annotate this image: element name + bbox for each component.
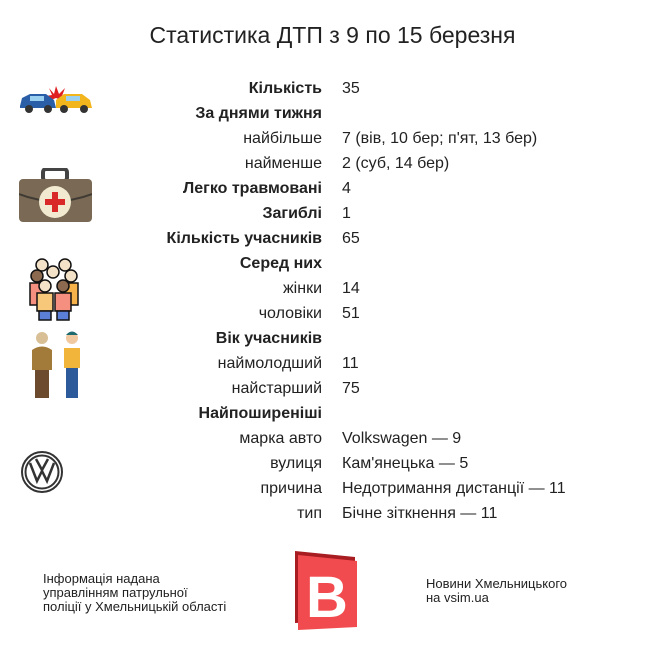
stat-value: 4 [342,180,351,197]
stat-label: тип [297,505,322,522]
stat-label: За днями тижня [195,105,322,122]
stat-label: найменше [244,155,322,172]
stat-row [0,303,665,328]
stat-value: 11 [342,355,359,372]
brand-note [426,577,567,605]
stat-label: Вік учасників [215,330,322,347]
stat-row [0,278,665,303]
stat-value: 35 [342,80,360,97]
stat-row [0,353,665,378]
stat-label: причина [260,480,322,497]
stat-value: 65 [342,230,360,247]
stat-value: Кам'янецька — 5 [342,455,469,472]
svg-text:B: B [306,565,348,630]
stat-label: найбільше [243,130,322,147]
stat-value: 2 (суб, 14 бер) [342,155,450,172]
stat-label: найстарший [231,380,322,397]
page-title: Статистика ДТП з 9 по 15 березня [149,22,516,48]
stat-value: Volkswagen — 9 [342,430,462,447]
stat-row [0,203,665,228]
stat-row [0,378,665,403]
old-and-young-man-icon [30,330,85,400]
stat-row [0,103,665,128]
stat-value: 7 (вів, 10 бер; п'ят, 13 бер) [342,130,538,147]
stat-label: Загиблі [262,205,322,222]
stat-value: 51 [342,305,360,322]
stat-label: Серед них [239,255,322,272]
stat-label: наймолодший [217,355,322,372]
source-line: поліції у Хмельницькій області [43,599,227,614]
source-note [43,572,226,614]
stat-row [0,478,665,503]
stat-row [0,228,665,253]
source-line: управлінням патрульної [43,585,188,600]
stat-value: Бічне зіткнення — 11 [342,505,498,522]
stat-label: Кількість учасників [166,230,322,247]
car-crash-icon [18,84,93,116]
brand-line: на vsim.ua [426,590,489,605]
stat-label: жінки [282,280,322,297]
stat-label: чоловіки [258,305,322,322]
stat-label: вулиця [270,455,322,472]
first-aid-kit-icon [19,168,92,223]
stat-value: 75 [342,380,360,397]
stat-row [0,428,665,453]
stat-label: Легко травмовані [183,180,322,197]
stat-value: 14 [342,280,360,297]
stat-row [0,78,665,103]
vsim-logo [293,551,357,631]
stat-label: Кількість [248,80,322,97]
stat-label: Найпоширеніші [198,405,322,422]
stat-row [0,178,665,203]
stat-value: 1 [342,205,351,222]
people-group-icon [28,256,80,321]
stat-value: Недотримання дистанції — 11 [342,480,566,497]
stat-row [0,503,665,528]
brand-line: Новини Хмельницького [426,576,568,591]
stat-row [0,328,665,353]
stat-row [0,128,665,153]
volkswagen-logo-icon [21,451,63,493]
stat-row [0,153,665,178]
stat-row [0,403,665,428]
stats-table [0,78,665,528]
stat-row [0,453,665,478]
source-line: Інформація надана [43,571,160,586]
stat-label: марка авто [239,430,322,447]
stat-row [0,253,665,278]
